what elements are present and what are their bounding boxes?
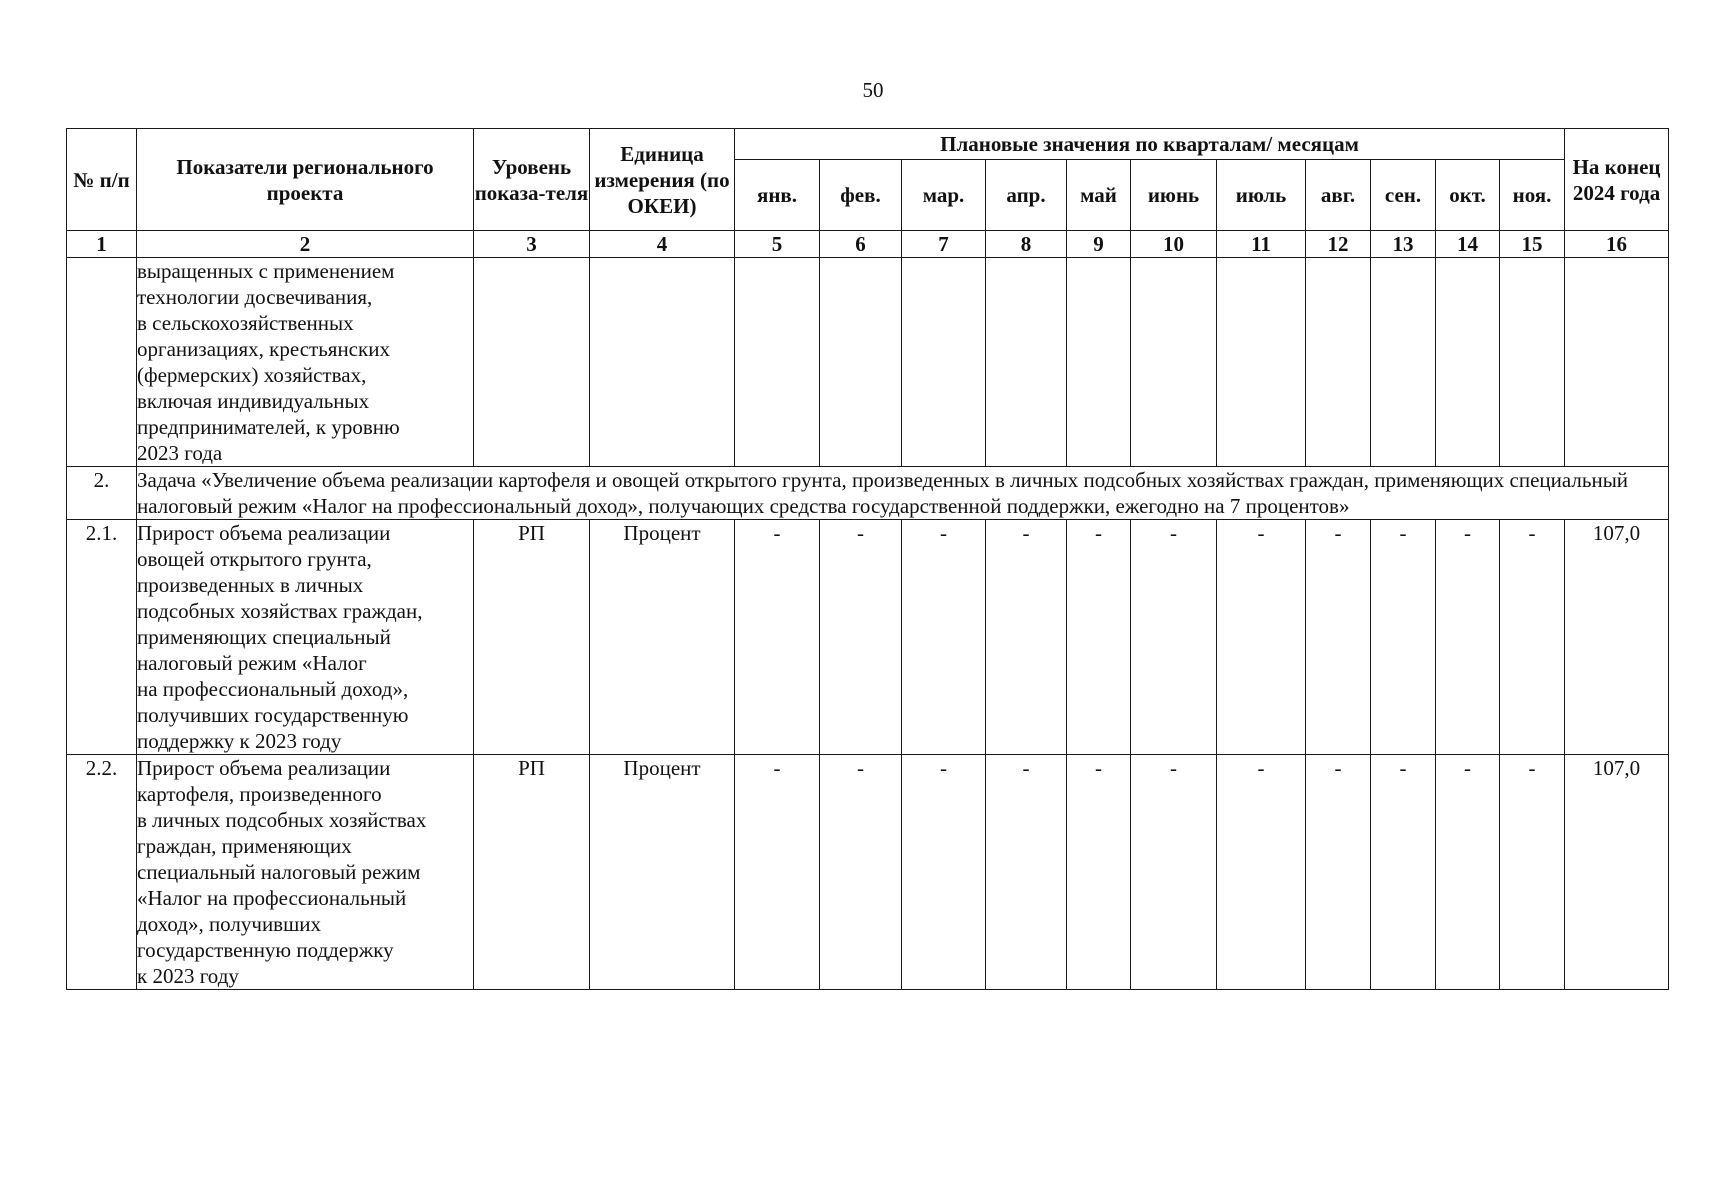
text-line: государственную поддержку	[137, 938, 394, 962]
header-unit: Единица измерения (по ОКЕИ)	[590, 129, 735, 231]
header-level: Уровень показа-теля	[474, 129, 590, 231]
column-number: 10	[1131, 231, 1217, 258]
column-number: 4	[590, 231, 735, 258]
text-line: Прирост объема реализации	[137, 521, 391, 545]
header-month: апр.	[986, 160, 1067, 231]
text-line: поддержку к 2023 году	[137, 729, 342, 753]
header-planned: Плановые значения по кварталам/ месяцам	[735, 129, 1565, 160]
task-text: Задача «Увеличение объема реализации картофеля и овощей открытого грунта, произведенных в личных подсобных хозяйствах граждан, применяющих специальный налоговый режим «Налог на профессиональный доход», получающих средства государственной поддержки, ежегодно на 7 процентов»	[137, 467, 1669, 520]
row-num: 2.1.	[67, 520, 137, 755]
header-indicator: Показатели регионального проекта	[137, 129, 474, 231]
column-number: 6	[820, 231, 902, 258]
empty-cell	[1436, 258, 1500, 467]
empty-cell	[902, 258, 986, 467]
text-line: технологии досвечивания,	[137, 285, 373, 309]
indicator-text	[137, 755, 474, 990]
header-month: янв.	[735, 160, 820, 231]
empty-cell	[1500, 258, 1565, 467]
empty-cell	[735, 258, 820, 467]
text-line: применяющих специальный	[137, 625, 391, 649]
header-num: № п/п	[67, 129, 137, 231]
text-line: в сельскохозяйственных	[137, 311, 354, 335]
text-line: на профессиональный доход»,	[137, 677, 409, 701]
header-month: сен.	[1371, 160, 1436, 231]
text-line: выращенных с применением	[137, 259, 395, 283]
text-line: предпринимателей, к уровню	[137, 415, 400, 439]
month-value: -	[1436, 520, 1500, 755]
text-line: произведенных в личных	[137, 573, 364, 597]
text-line: граждан, применяющих	[137, 834, 352, 858]
text-line: налоговый режим «Налог	[137, 651, 367, 675]
end-year-value: 107,0	[1565, 520, 1669, 755]
header-month: июль	[1217, 160, 1306, 231]
header-month: фев.	[820, 160, 902, 231]
header-month: ноя.	[1500, 160, 1565, 231]
month-value: -	[986, 520, 1067, 755]
empty-cell	[1371, 258, 1436, 467]
unit-cell: Процент	[590, 520, 735, 755]
table-row-2-2	[67, 755, 1669, 990]
task-row	[67, 467, 1669, 520]
column-number: 13	[1371, 231, 1436, 258]
text-line: Прирост объема реализации	[137, 756, 391, 780]
empty-cell	[1131, 258, 1217, 467]
task-num: 2.	[67, 467, 137, 520]
text-line: к 2023 году	[137, 964, 239, 988]
month-value: -	[902, 755, 986, 990]
row-num-empty	[67, 258, 137, 467]
month-value: -	[986, 755, 1067, 990]
indicator-text	[137, 520, 474, 755]
month-value: -	[1371, 520, 1436, 755]
empty-cell	[1067, 258, 1131, 467]
end-year-value: 107,0	[1565, 755, 1669, 990]
text-line: 2023 года	[137, 441, 223, 465]
row-num: 2.2.	[67, 755, 137, 990]
header-month: окт.	[1436, 160, 1500, 231]
empty-cell	[1217, 258, 1306, 467]
empty-cell	[986, 258, 1067, 467]
column-number: 9	[1067, 231, 1131, 258]
text-line: включая индивидуальных	[137, 389, 370, 413]
month-value: -	[1306, 520, 1371, 755]
month-value: -	[1436, 755, 1500, 990]
empty-cell	[590, 258, 735, 467]
month-value: -	[820, 520, 902, 755]
month-value: -	[1217, 520, 1306, 755]
month-value: -	[902, 520, 986, 755]
month-value: -	[1306, 755, 1371, 990]
page-number: 50	[862, 78, 884, 102]
indicator-text	[137, 258, 474, 467]
table-row-continued	[67, 258, 1669, 467]
empty-cell	[1306, 258, 1371, 467]
column-number: 1	[67, 231, 137, 258]
plan-table	[66, 128, 1669, 990]
month-value: -	[1067, 520, 1131, 755]
header-month: июнь	[1131, 160, 1217, 231]
month-value: -	[735, 520, 820, 755]
month-value: -	[1131, 755, 1217, 990]
month-value: -	[1131, 520, 1217, 755]
text-line: картофеля, произведенного	[137, 782, 382, 806]
column-numbers-row	[67, 231, 1669, 258]
unit-cell: Процент	[590, 755, 735, 990]
column-number: 5	[735, 231, 820, 258]
month-value: -	[1371, 755, 1436, 990]
column-number: 8	[986, 231, 1067, 258]
empty-cell	[1565, 258, 1669, 467]
text-line: овощей открытого грунта,	[137, 547, 372, 571]
column-number: 3	[474, 231, 590, 258]
text-line: «Налог на профессиональный	[137, 886, 407, 910]
header-month: май	[1067, 160, 1131, 231]
month-value: -	[735, 755, 820, 990]
month-value: -	[820, 755, 902, 990]
header-month: авг.	[1306, 160, 1371, 231]
text-line: организациях, крестьянских	[137, 337, 390, 361]
empty-cell	[474, 258, 590, 467]
header-row-1	[67, 129, 1669, 160]
column-number: 16	[1565, 231, 1669, 258]
level-cell: РП	[474, 755, 590, 990]
header-month: мар.	[902, 160, 986, 231]
text-line: (фермерских) хозяйствах,	[137, 363, 367, 387]
empty-cell	[820, 258, 902, 467]
text-line: подсобных хозяйствах граждан,	[137, 599, 423, 623]
column-number: 15	[1500, 231, 1565, 258]
column-number: 2	[137, 231, 474, 258]
table-row-2-1	[67, 520, 1669, 755]
text-line: специальный налоговый режим	[137, 860, 421, 884]
column-number: 12	[1306, 231, 1371, 258]
month-value: -	[1500, 755, 1565, 990]
column-number: 7	[902, 231, 986, 258]
text-line: в личных подсобных хозяйствах	[137, 808, 427, 832]
header-end-year: На конец 2024 года	[1565, 129, 1669, 231]
month-value: -	[1217, 755, 1306, 990]
text-line: доход», получивших	[137, 912, 322, 936]
text-line: получивших государственную	[137, 703, 409, 727]
month-value: -	[1500, 520, 1565, 755]
month-value: -	[1067, 755, 1131, 990]
level-cell: РП	[474, 520, 590, 755]
column-number: 11	[1217, 231, 1306, 258]
column-number: 14	[1436, 231, 1500, 258]
